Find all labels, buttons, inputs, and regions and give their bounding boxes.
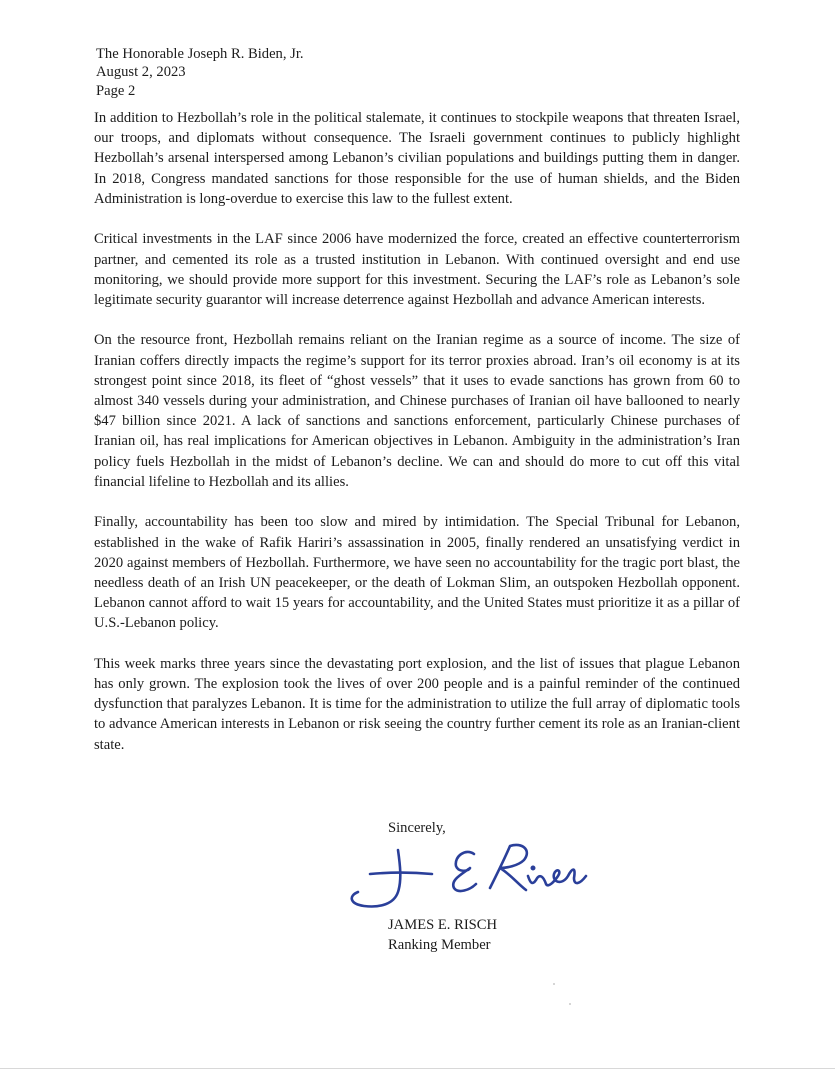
signatory-block [388,916,497,955]
page-bottom-edge [0,1068,835,1069]
paragraph-accountability: Finally, accountability has been too slow and mired by intimidation. The Special Tribunal for Lebanon, established in the wake of Rafik Hariri’s assassination in 2005, finally rendered an unsatisfying verdict in 2020 against members of Hezbollah. Furthermore, we have seen no accountability for the tragic port blast, the needless death of an Irish UN peacekeeper, or the death of Lokman Slim, an outspoken Hezbollah opponent. Lebanon cannot afford to wait 15 years for accountability, and the United States must prioritize it as a pillar of U.S.-Lebanon policy. [94,514,740,632]
date-line: August 2, 2023 [96,64,186,81]
paragraph-hezbollah-weapons: In addition to Hezbollah’s role in the political stalemate, it continues to stockpile weapons that threaten Israel, our troops, and diplomats without consequence. The Israeli government continues to publicly highlight Hezbollah’s arsenal interspersed among Lebanon’s civilian populations and buildings putting them in danger. In 2018, Congress mandated sanctions for those responsible for the use of human shields, and the Biden Administration is long-overdue to exercise this law to the fullest extent. [94,110,740,207]
recipient-line: The Honorable Joseph R. Biden, Jr. [96,46,304,62]
scan-speck [553,983,555,985]
paragraph-port-explosion: This week marks three years since the devastating port explosion, and the list of issues that plague Lebanon has only grown. The explosion took the lives of over 200 people and is a painful reminder of the continued dysfunction that paralyzes Lebanon. It is time for the administration to utilize the full array of diplomatic tools to advance American interests in Lebanon or risk seeing the country further cement its role as an Iranian-client state. [94,655,740,753]
paragraph-resource-front: On the resource front, Hezbollah remains reliant on the Iranian regime as a source of income. The size of Iranian coffers directly impacts the regime’s support for its terror proxies abroad. Iran’s oil economy is at its strongest point since 2018, its fleet of “ghost vessels” that it uses to evade sanctions has grown from 60 to almost 340 vessels during your administration, and Chinese purchases of Iranian oil have ballooned to nearly $47 billion since 2021. A lack of sanctions and sanctions enforcement, particularly Chinese purchases of Iranian oil, has real implications for American objectives in Lebanon. Ambiguity in the administration’s Iran policy fuels Hezbollah in the midst of Lebanon’s decline. We can and should do more to cut off this vital financial lifeline to Hezbollah and its allies. [94,332,740,490]
signatory-title: Ranking Member [388,936,491,953]
handwritten-signature [340,836,590,918]
closing-salutation: Sincerely, [388,820,446,836]
page-number: Page 2 [96,82,136,99]
paragraph-laf-investments: Critical investments in the LAF since 2006 have modernized the force, created an effective counterterrorism partner, and cemented its role as a trusted institution in Lebanon. With continued oversight and end use monitoring, we should provide more support for this investment. Securing the LAF’s role as Lebanon’s sole legitimate security guarantor will increase deterrence against Hezbollah and advance American interests. [94,231,740,308]
signatory-name: JAMES E. RISCH [388,917,498,933]
scan-speck [569,1003,571,1005]
letter-header [96,45,304,100]
letter-body [94,108,740,775]
